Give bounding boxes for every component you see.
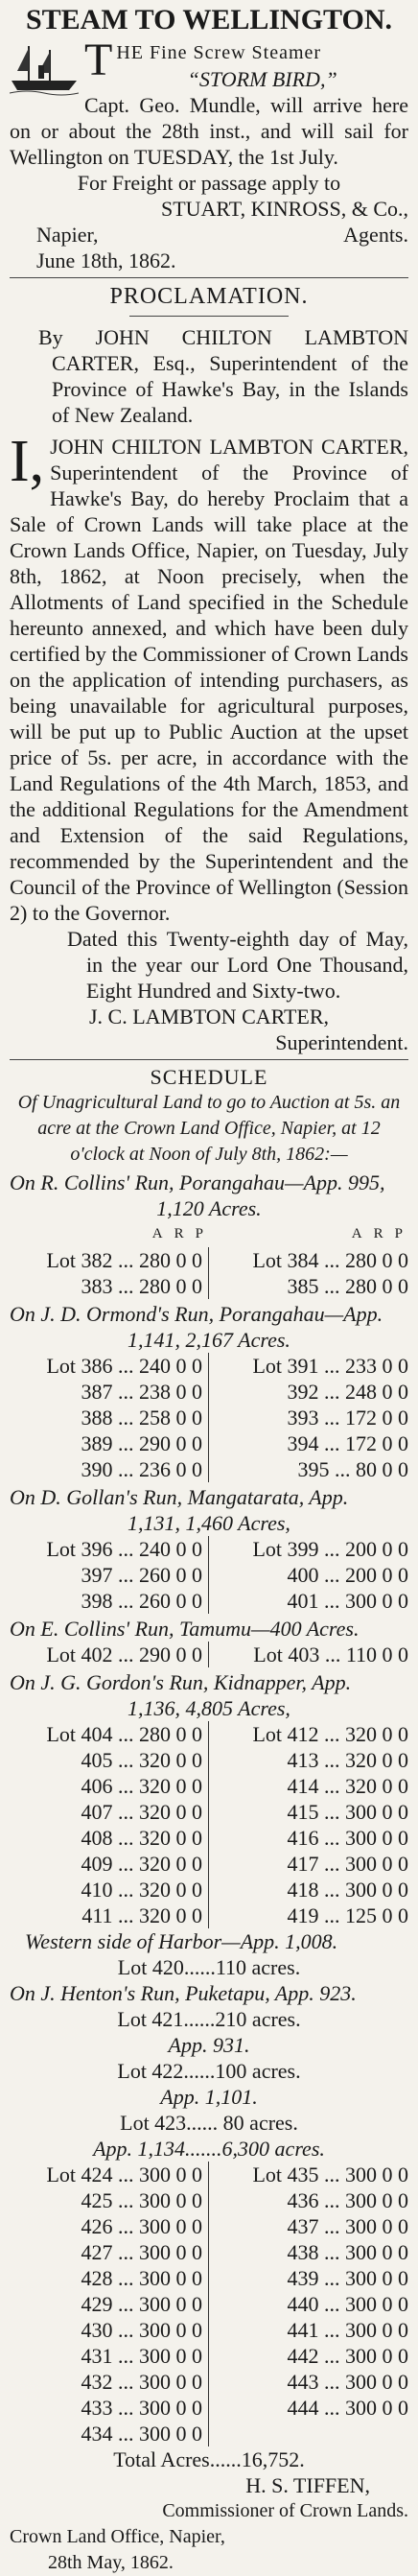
lot-entry-right: Lot 399 ... 200 0 0 [252, 1537, 408, 1561]
lot-entry-right: Lot 391 ... 233 0 0 [252, 1354, 408, 1378]
arp-label: R [373, 1226, 383, 1241]
lot-row [10, 1642, 408, 1667]
lot-entry-left: 409 ... 320 0 0 [81, 1852, 202, 1876]
arp-label: A [351, 1226, 362, 1241]
lot-row [10, 1562, 408, 1588]
lot-row [10, 1773, 408, 1799]
henton-line: App. 931. [168, 2033, 250, 2057]
lot-entry-right: 419 ... 125 0 0 [287, 1903, 408, 1927]
lot-entry-left: 407 ... 320 0 0 [81, 1800, 202, 1824]
steamer-body: Capt. Geo. Mundle, will arrive here on or about the 28th inst., and will sail for Wellington on TUESDAY, the 1st July. [10, 93, 408, 169]
arp-label: R [174, 1226, 184, 1241]
lot-row [10, 1456, 408, 1482]
section-acres: 1,136, 4,805 Acres, [128, 1696, 290, 1720]
ship-name: “STORM BIRD,” [187, 67, 337, 91]
henton-heading: On J. Henton's Run, Puketapu, App. 923. [10, 1981, 357, 2005]
schedule-section [10, 1484, 408, 1614]
lot-entry-left: 432 ... 300 0 0 [81, 2370, 202, 2394]
lot-entry-left: 398 ... 260 0 0 [81, 1589, 202, 1613]
section-acres: 1,120 Acres. [156, 1196, 262, 1220]
lot-entry-left: Lot 396 ... 240 0 0 [46, 1537, 202, 1561]
lot-row [10, 2369, 408, 2395]
lot-entry-left: 410 ... 320 0 0 [81, 1878, 202, 1902]
lot-entry-right: 444 ... 300 0 0 [287, 2396, 408, 2420]
schedule-section [10, 1669, 408, 1928]
steamship-icon [10, 42, 79, 96]
steamer-ad [10, 35, 408, 273]
section-heading: On J. D. Ormond's Run, Porangahau—App. [10, 1302, 383, 1326]
lot-row [10, 1851, 408, 1877]
lot-row [10, 2187, 408, 2213]
western-lot: Lot 420......110 acres. [117, 1955, 301, 1979]
lot-entry-left: Lot 386 ... 240 0 0 [46, 1354, 202, 1378]
lot-entry-right: 416 ... 300 0 0 [287, 1826, 408, 1850]
steamer-date: June 18th, 1862. [36, 248, 176, 272]
lot-entry-left: 408 ... 320 0 0 [81, 1826, 202, 1850]
proclamation-signer: J. C. LAMBTON CARTER, [88, 1004, 330, 1028]
lot-row [10, 2317, 408, 2343]
schedule-section [10, 1301, 408, 1482]
proclamation-body: JOHN CHILTON LAMBTON CARTER, Superintendent of the Province of Hawke's Bay, do hereby Proclaim that a Sale of Crown Lands will take place at the Crown Lands Office, Napier, on Tuesday, July 8th, 1862, at Noon precisely, when the Allotments of Land specified in the Schedule hereunto annexed, and which have been duly certified by the Commissioner of Crown Lands on the application of intending purchasers, as being unavailable for agricultural purposes, will be put up to Public Auction at the upset price of 5s. per acre, in accordance with the Land Regulations of the 4th March, 1853, and the additional Regulations for the Amendment and Extension of the said Regulations, recommended by the Superintendent and the Council of the Province of Wellington (Session 2) to the Governor. [10, 435, 408, 925]
lot-entry-left: 397 ... 260 0 0 [81, 1563, 202, 1587]
schedule-section [10, 1170, 408, 1299]
arp-label: P [394, 1226, 403, 1241]
lot-row [10, 1353, 408, 1379]
lot-entry-right: 400 ... 200 0 0 [287, 1563, 408, 1587]
lot-entry-left: 389 ... 290 0 0 [81, 1431, 202, 1455]
lot-row [10, 2395, 408, 2421]
lot-entry-right: 436 ... 300 0 0 [287, 2188, 408, 2212]
lot-entry-right: 438 ... 300 0 0 [287, 2240, 408, 2264]
lot-row [10, 1430, 408, 1456]
section-heading: On J. G. Gordon's Run, Kidnapper, App. [10, 1670, 352, 1694]
lot-row [10, 2421, 408, 2446]
lot-row [10, 1825, 408, 1851]
lot-entry-left: 434 ... 300 0 0 [81, 2422, 202, 2446]
lot-entry-left: 387 ... 238 0 0 [81, 1380, 202, 1404]
lot-entry-right: 385 ... 280 0 0 [287, 1274, 408, 1298]
lot-entry-left: Lot 382 ... 280 0 0 [46, 1248, 202, 1272]
lot-row [10, 1273, 408, 1299]
lot-entry-left: Lot 404 ... 280 0 0 [46, 1722, 202, 1746]
lot-entry-left: 431 ... 300 0 0 [81, 2344, 202, 2368]
arp-header [10, 1221, 408, 1247]
lot-entry-left: 433 ... 300 0 0 [81, 2396, 202, 2420]
newspaper-column [0, 4, 418, 2573]
lot-row [10, 1405, 408, 1430]
lot-entry-right: Lot 403 ... 110 0 0 [253, 1642, 408, 1666]
lot-entry-left: 425 ... 300 0 0 [81, 2188, 202, 2212]
henton-line: App. 1,101. [160, 2085, 258, 2109]
henton-line: App. 1,134.......6,300 acres. [93, 2137, 325, 2161]
lot-entry-left: 430 ... 300 0 0 [81, 2318, 202, 2342]
western-heading: Western side of Harbor—App. 1,008. [25, 1929, 338, 1953]
steamer-title: STEAM TO WELLINGTON. [25, 4, 393, 35]
steamer-line1: HE Fine Screw Steamer [116, 42, 322, 63]
lot-entry-left: Lot 424 ... 300 0 0 [46, 2162, 202, 2186]
lot-entry-right: 441 ... 300 0 0 [287, 2318, 408, 2342]
lot-entry-right: 393 ... 172 0 0 [287, 1406, 408, 1430]
lot-entry-left: 390 ... 236 0 0 [81, 1457, 202, 1481]
lot-entry-left: 388 ... 258 0 0 [81, 1406, 202, 1430]
lot-entry-right: 413 ... 320 0 0 [287, 1748, 408, 1772]
schedule-date: 28th May, 1862. [48, 2552, 174, 2573]
lot-row [10, 2343, 408, 2369]
lot-entry-left: 411 ... 320 0 0 [81, 1903, 202, 1927]
lot-row [10, 1902, 408, 1928]
lot-row [10, 2239, 408, 2265]
steamer-place: Napier, [36, 223, 99, 247]
lot-entry-right: 418 ... 300 0 0 [287, 1878, 408, 1902]
divider [10, 1059, 408, 1060]
lot-entry-right: 443 ... 300 0 0 [287, 2370, 408, 2394]
arp-label: P [195, 1226, 203, 1241]
freight-line: For Freight or passage apply to [77, 171, 341, 195]
henton-line: Lot 423...... 80 acres. [120, 2111, 298, 2135]
lot-row [10, 2291, 408, 2317]
lot-entry-right: 442 ... 300 0 0 [287, 2344, 408, 2368]
schedule-office: Crown Land Office, Napier, [10, 2526, 225, 2547]
lot-row [10, 1877, 408, 1902]
schedule-section [10, 1616, 408, 1667]
section-acres: 1,131, 1,460 Acres, [128, 1511, 290, 1535]
lot-entry-left: 428 ... 300 0 0 [81, 2266, 202, 2290]
schedule-title: SCHEDULE [150, 1065, 268, 1089]
lot-entry-right: 394 ... 172 0 0 [287, 1431, 408, 1455]
section-heading: On E. Collins' Run, Tamumu—400 Acres. [10, 1617, 360, 1641]
lot-entry-left: 429 ... 300 0 0 [81, 2292, 202, 2316]
proclamation-title: PROCLAMATION. [109, 284, 309, 309]
lot-entry-right: 439 ... 300 0 0 [287, 2266, 408, 2290]
lot-entry-left: Lot 402 ... 290 0 0 [46, 1642, 202, 1666]
schedule-signer: H. S. TIFFEN, [245, 2473, 370, 2497]
lot-row [10, 1588, 408, 1614]
lot-entry-right: 440 ... 300 0 0 [287, 2292, 408, 2316]
proclamation-by: By JOHN CHILTON LAMBTON CARTER, Esq., Superintendent of the Province of Hawke's Bay, in the Islands of New Zealand. [38, 325, 408, 427]
lot-entry-right: 401 ... 300 0 0 [287, 1589, 408, 1613]
divider-short [129, 316, 289, 317]
lot-row [10, 1799, 408, 1825]
drop-cap-i: I, [10, 429, 45, 494]
lot-entry-right: Lot 384 ... 280 0 0 [252, 1248, 408, 1272]
lot-row [10, 2162, 408, 2187]
schedule-sections [10, 1170, 408, 1928]
lot-entry-left: 427 ... 300 0 0 [81, 2240, 202, 2264]
lot-entry-right: Lot 435 ... 300 0 0 [252, 2162, 408, 2186]
proclamation-signer-title: Superintendent. [275, 1030, 408, 1054]
drop-cap-t: T [84, 35, 113, 85]
divider [10, 277, 408, 278]
lot-entry-right: 417 ... 300 0 0 [287, 1852, 408, 1876]
proclamation-dated: Dated this Twenty-eighth day of May, in the year our Lord One Thousand, Eight Hundred and Sixty-two. [67, 927, 408, 1003]
lot-row [10, 1247, 408, 1273]
henton-line: Lot 421......210 acres. [117, 2007, 301, 2031]
lot-entry-left: 406 ... 320 0 0 [81, 1774, 202, 1798]
schedule-signer-title: Commissioner of Crown Lands. [162, 2500, 408, 2521]
agents-name: STUART, KINROSS, & Co., [160, 197, 408, 221]
lot-entry-right: 392 ... 248 0 0 [287, 1380, 408, 1404]
lot-row [10, 1747, 408, 1773]
lot-entry-right: 415 ... 300 0 0 [287, 1800, 408, 1824]
lot-row [10, 1379, 408, 1405]
arp-label: A [151, 1226, 163, 1241]
lot-row [10, 2213, 408, 2239]
lot-entry-right: 414 ... 320 0 0 [287, 1774, 408, 1798]
lot-row [10, 2265, 408, 2291]
schedule-subtitle: Of Unagricultural Land to go to Auction at 5s. an acre at the Crown Land Office, Napier, at 12 o'clock at Noon of July 8th, 1862:— [17, 1092, 401, 1165]
henton-table [10, 2162, 408, 2446]
total-acres: Total Acres......16,752. [113, 2447, 305, 2471]
lot-entry-left: 426 ... 300 0 0 [81, 2214, 202, 2238]
henton-lines [10, 2006, 408, 2162]
henton-line: Lot 422......100 acres. [117, 2059, 301, 2083]
lot-entry-right: 395 ... 80 0 0 [297, 1457, 408, 1481]
section-heading: On D. Gollan's Run, Mangatarata, App. [10, 1485, 349, 1509]
lot-entry-left: 383 ... 280 0 0 [81, 1274, 202, 1298]
agents-label: Agents. [343, 223, 408, 247]
section-acres: 1,141, 2,167 Acres. [128, 1328, 290, 1352]
lot-row [10, 1721, 408, 1747]
lot-entry-left: 405 ... 320 0 0 [81, 1748, 202, 1772]
lot-entry-right: 437 ... 300 0 0 [287, 2214, 408, 2238]
lot-entry-right: Lot 412 ... 320 0 0 [252, 1722, 408, 1746]
section-heading: On R. Collins' Run, Porangahau—App. 995, [10, 1170, 385, 1194]
lot-row [10, 1536, 408, 1562]
